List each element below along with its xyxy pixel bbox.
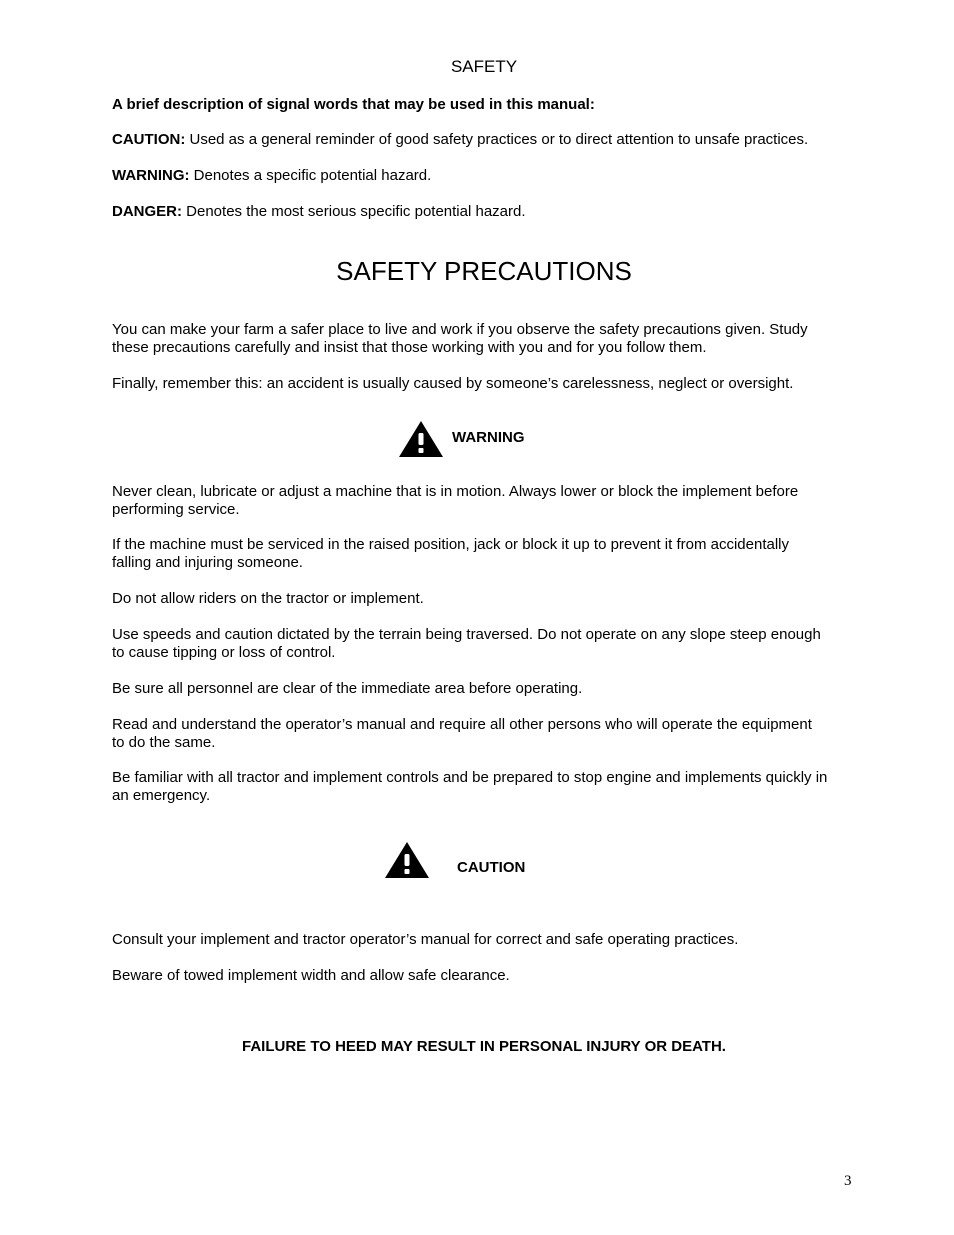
caution-triangle-icon bbox=[384, 841, 430, 879]
warning-paragraph: Do not allow riders on the tractor or implement. bbox=[112, 590, 424, 607]
warning-paragraph: performing service. bbox=[112, 501, 240, 518]
signal-term: CAUTION: bbox=[112, 131, 186, 148]
warning-paragraph: to do the same. bbox=[112, 734, 216, 751]
page-number: 3 bbox=[844, 1173, 852, 1189]
page-heading: SAFETY bbox=[450, 57, 518, 76]
intro-line: these precautions carefully and insist that those working with you and for you follow them. bbox=[112, 339, 707, 356]
signal-term: DANGER: bbox=[112, 203, 182, 220]
intro-line: You can make your farm a safer place to live and work if you observe the safety precautions given. Study bbox=[112, 321, 808, 338]
warning-paragraph: to cause tipping or loss of control. bbox=[112, 644, 336, 661]
warning-paragraph: Be familiar with all tractor and implement controls and be prepared to stop engine and implements quickly in bbox=[112, 769, 828, 786]
signal-word-warning bbox=[112, 167, 862, 185]
signal-term: WARNING: bbox=[112, 167, 190, 184]
warning-triangle-icon bbox=[398, 420, 444, 458]
warning-paragraph: falling and injuring someone. bbox=[112, 554, 303, 571]
failure-notice: FAILURE TO HEED MAY RESULT IN PERSONAL INJURY OR DEATH. bbox=[242, 1038, 726, 1055]
caution-paragraph: Beware of towed implement width and allow safe clearance. bbox=[112, 967, 510, 984]
warning-paragraph: Use speeds and caution dictated by the terrain being traversed. Do not operate on any slope steep enough bbox=[112, 626, 821, 643]
reminder-text: Finally, remember this: an accident is usually caused by someone’s carelessness, neglect or oversight. bbox=[112, 375, 794, 392]
signal-description: Denotes the most serious specific potential hazard. bbox=[182, 203, 526, 220]
warning-paragraph: an emergency. bbox=[112, 787, 211, 804]
warning-paragraph: Never clean, lubricate or adjust a machine that is in motion. Always lower or block the implement before bbox=[112, 483, 799, 500]
caution-label: CAUTION bbox=[457, 859, 526, 876]
signal-word-caution bbox=[112, 131, 862, 149]
warning-label: WARNING bbox=[452, 429, 525, 446]
warning-paragraph: If the machine must be serviced in the raised position, jack or block it up to prevent it from accidentally bbox=[112, 536, 789, 553]
section-title: SAFETY PRECAUTIONS bbox=[336, 256, 632, 286]
caution-paragraph: Consult your implement and tractor operator’s manual for correct and safe operating practices. bbox=[112, 931, 739, 948]
signal-description: Used as a general reminder of good safety practices or to direct attention to unsafe practices. bbox=[185, 131, 809, 148]
signal-description: Denotes a specific potential hazard. bbox=[189, 167, 432, 184]
warning-paragraph: Be sure all personnel are clear of the immediate area before operating. bbox=[112, 680, 583, 697]
signal-words-intro: A brief description of signal words that may be used in this manual: bbox=[112, 96, 595, 113]
warning-paragraph: Read and understand the operator’s manual and require all other persons who will operate the equipment bbox=[112, 716, 812, 733]
signal-word-danger bbox=[112, 203, 862, 221]
